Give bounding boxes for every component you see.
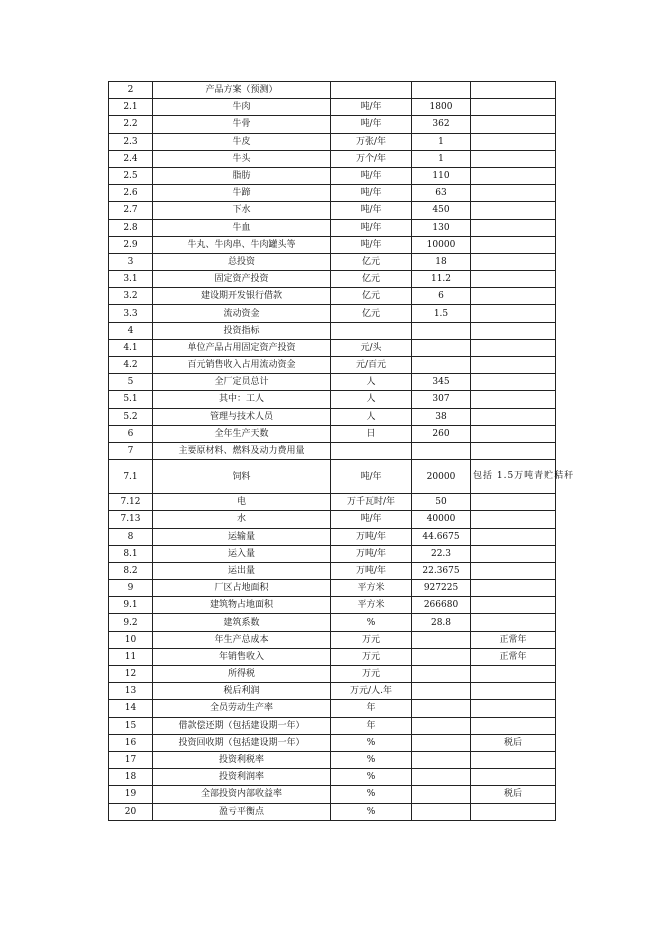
- table-row: [109, 339, 556, 356]
- table-row: [109, 751, 556, 768]
- value-cell: 1800: [412, 99, 471, 116]
- row-number-cell: 2.9: [109, 236, 153, 253]
- note-cell: [471, 803, 556, 820]
- note-cell: [471, 150, 556, 167]
- note-cell: 税后: [471, 734, 556, 751]
- table-row: [109, 374, 556, 391]
- item-name-cell: 流动资金: [153, 305, 331, 322]
- row-number-cell: 14: [109, 700, 153, 717]
- item-name-cell: 牛血: [153, 219, 331, 236]
- item-name-cell: 盈亏平衡点: [153, 803, 331, 820]
- unit-cell: 万元/人.年: [331, 683, 412, 700]
- item-name-cell: 单位产品占用固定资产投资: [153, 339, 331, 356]
- row-number-cell: 5: [109, 374, 153, 391]
- value-cell: [412, 734, 471, 751]
- value-cell: 110: [412, 167, 471, 184]
- note-cell: [471, 116, 556, 133]
- table-row: [109, 271, 556, 288]
- row-number-cell: 5.1: [109, 391, 153, 408]
- table-row: [109, 253, 556, 270]
- value-cell: 362: [412, 116, 471, 133]
- row-number-cell: 4: [109, 322, 153, 339]
- unit-cell: 平方米: [331, 597, 412, 614]
- note-cell: [471, 322, 556, 339]
- row-number-cell: 2.2: [109, 116, 153, 133]
- value-cell: 20000: [412, 460, 471, 494]
- table-row: [109, 305, 556, 322]
- item-name-cell: 牛蹄: [153, 185, 331, 202]
- row-number-cell: 2.5: [109, 167, 153, 184]
- unit-cell: 万元: [331, 631, 412, 648]
- item-name-cell: 下水: [153, 202, 331, 219]
- item-name-cell: 运出量: [153, 562, 331, 579]
- row-number-cell: 2.8: [109, 219, 153, 236]
- item-name-cell: 脂肪: [153, 167, 331, 184]
- note-cell: [471, 408, 556, 425]
- unit-cell: 平方米: [331, 580, 412, 597]
- note-cell: [471, 545, 556, 562]
- value-cell: 1: [412, 133, 471, 150]
- value-cell: 1.5: [412, 305, 471, 322]
- item-name-cell: 建筑物占地面积: [153, 597, 331, 614]
- row-number-cell: 3: [109, 253, 153, 270]
- unit-cell: 吨/年: [331, 236, 412, 253]
- row-number-cell: 8.1: [109, 545, 153, 562]
- note-cell: [471, 494, 556, 511]
- note-cell: [471, 751, 556, 768]
- item-name-cell: 全厂定员总计: [153, 374, 331, 391]
- unit-cell: %: [331, 614, 412, 631]
- table-row: [109, 167, 556, 184]
- table-row: [109, 528, 556, 545]
- note-cell: [471, 133, 556, 150]
- row-number-cell: 7: [109, 442, 153, 459]
- row-number-cell: 9: [109, 580, 153, 597]
- row-number-cell: 17: [109, 751, 153, 768]
- row-number-cell: 4.2: [109, 357, 153, 374]
- unit-cell: %: [331, 751, 412, 768]
- note-cell: [471, 683, 556, 700]
- value-cell: [412, 786, 471, 803]
- note-cell: 税后: [471, 786, 556, 803]
- value-cell: [412, 769, 471, 786]
- unit-cell: 吨/年: [331, 185, 412, 202]
- note-cell: [471, 185, 556, 202]
- table-row: [109, 82, 556, 99]
- item-name-cell: 投资利税率: [153, 751, 331, 768]
- value-cell: 927225: [412, 580, 471, 597]
- item-name-cell: 其中：工人: [153, 391, 331, 408]
- table-row: [109, 511, 556, 528]
- table-row: [109, 442, 556, 459]
- note-cell: 正常年: [471, 648, 556, 665]
- table-row: [109, 219, 556, 236]
- item-name-cell: 投资利润率: [153, 769, 331, 786]
- table-row: [109, 545, 556, 562]
- row-number-cell: 18: [109, 769, 153, 786]
- unit-cell: 吨/年: [331, 99, 412, 116]
- unit-cell: 元/头: [331, 339, 412, 356]
- note-cell: [471, 769, 556, 786]
- row-number-cell: 6: [109, 425, 153, 442]
- value-cell: 11.2: [412, 271, 471, 288]
- indicator-table-body: [109, 82, 575, 821]
- unit-cell: 万吨/年: [331, 562, 412, 579]
- unit-cell: 吨/年: [331, 116, 412, 133]
- row-number-cell: 12: [109, 666, 153, 683]
- note-cell: [471, 511, 556, 528]
- table-row: [109, 202, 556, 219]
- unit-cell: %: [331, 769, 412, 786]
- note-cell: [471, 580, 556, 597]
- row-number-cell: 3.1: [109, 271, 153, 288]
- note-cell: [471, 562, 556, 579]
- row-number-cell: 8.2: [109, 562, 153, 579]
- note-cell: [471, 167, 556, 184]
- unit-cell: %: [331, 786, 412, 803]
- item-name-cell: 产品方案（预测）: [153, 82, 331, 99]
- table-row: [109, 683, 556, 700]
- table-row: [109, 717, 556, 734]
- item-name-cell: 建设期开发银行借款: [153, 288, 331, 305]
- table-row: [109, 666, 556, 683]
- unit-cell: 人: [331, 374, 412, 391]
- item-name-cell: 运输量: [153, 528, 331, 545]
- value-cell: 345: [412, 374, 471, 391]
- note-cell: 正常年: [471, 631, 556, 648]
- row-number-cell: 2.7: [109, 202, 153, 219]
- note-cell: [471, 614, 556, 631]
- table-row: [109, 786, 556, 803]
- value-cell: [412, 357, 471, 374]
- row-number-cell: 9.2: [109, 614, 153, 631]
- value-cell: 63: [412, 185, 471, 202]
- table-row: [109, 236, 556, 253]
- value-cell: [412, 648, 471, 665]
- unit-cell: [331, 322, 412, 339]
- table-row: [109, 357, 556, 374]
- note-cell: [471, 357, 556, 374]
- row-number-cell: 2: [109, 82, 153, 99]
- table-row: [109, 734, 556, 751]
- table-row: [109, 562, 556, 579]
- row-number-cell: 13: [109, 683, 153, 700]
- value-cell: 22.3675: [412, 562, 471, 579]
- row-number-cell: 5.2: [109, 408, 153, 425]
- table-row: [109, 116, 556, 133]
- item-name-cell: 固定资产投资: [153, 271, 331, 288]
- value-cell: [412, 751, 471, 768]
- row-number-cell: 15: [109, 717, 153, 734]
- unit-cell: 吨/年: [331, 167, 412, 184]
- table-row: [109, 288, 556, 305]
- item-name-cell: 总投资: [153, 253, 331, 270]
- value-cell: 28.8: [412, 614, 471, 631]
- value-cell: 1: [412, 150, 471, 167]
- item-name-cell: 借款偿还期（包括建设期一年）: [153, 717, 331, 734]
- table-row: [109, 185, 556, 202]
- item-name-cell: 运入量: [153, 545, 331, 562]
- table-row: [109, 631, 556, 648]
- unit-cell: %: [331, 734, 412, 751]
- note-cell: [471, 271, 556, 288]
- unit-cell: 万元: [331, 666, 412, 683]
- row-number-cell: 9.1: [109, 597, 153, 614]
- value-cell: 130: [412, 219, 471, 236]
- unit-cell: [331, 442, 412, 459]
- table-row: [109, 597, 556, 614]
- table-row: [109, 133, 556, 150]
- note-cell: [471, 528, 556, 545]
- item-name-cell: 厂区占地面积: [153, 580, 331, 597]
- value-cell: [412, 683, 471, 700]
- table-row: [109, 614, 556, 631]
- value-cell: [412, 339, 471, 356]
- table-row: [109, 648, 556, 665]
- row-number-cell: 4.1: [109, 339, 153, 356]
- unit-cell: 吨/年: [331, 511, 412, 528]
- row-number-cell: 2.3: [109, 133, 153, 150]
- note-cell: [471, 597, 556, 614]
- row-number-cell: 8: [109, 528, 153, 545]
- row-number-cell: 2.4: [109, 150, 153, 167]
- note-cell: [471, 99, 556, 116]
- table-row: [109, 700, 556, 717]
- table-row: [109, 580, 556, 597]
- row-number-cell: 7.1: [109, 460, 153, 494]
- value-cell: [412, 700, 471, 717]
- row-number-cell: 11: [109, 648, 153, 665]
- row-number-cell: 7.13: [109, 511, 153, 528]
- unit-cell: 万个/年: [331, 150, 412, 167]
- item-name-cell: 管理与技术人员: [153, 408, 331, 425]
- value-cell: 50: [412, 494, 471, 511]
- item-name-cell: 牛头: [153, 150, 331, 167]
- unit-cell: 吨/年: [331, 219, 412, 236]
- unit-cell: 亿元: [331, 253, 412, 270]
- table-row: [109, 150, 556, 167]
- note-cell: [471, 82, 556, 99]
- note-cell: [471, 236, 556, 253]
- unit-cell: 年: [331, 717, 412, 734]
- table-row: [109, 494, 556, 511]
- unit-cell: 万吨/年: [331, 528, 412, 545]
- note-cell: [471, 288, 556, 305]
- value-cell: 40000: [412, 511, 471, 528]
- unit-cell: 亿元: [331, 305, 412, 322]
- value-cell: [412, 322, 471, 339]
- item-name-cell: 牛皮: [153, 133, 331, 150]
- item-name-cell: 年销售收入: [153, 648, 331, 665]
- row-number-cell: 10: [109, 631, 153, 648]
- item-name-cell: 税后利润: [153, 683, 331, 700]
- unit-cell: 元/百元: [331, 357, 412, 374]
- item-name-cell: 水: [153, 511, 331, 528]
- table-row: [109, 769, 556, 786]
- value-cell: [412, 631, 471, 648]
- note-cell: [471, 202, 556, 219]
- row-number-cell: 20: [109, 803, 153, 820]
- value-cell: 6: [412, 288, 471, 305]
- unit-cell: 年: [331, 700, 412, 717]
- item-name-cell: 牛肉: [153, 99, 331, 116]
- item-name-cell: 年生产总成本: [153, 631, 331, 648]
- unit-cell: %: [331, 803, 412, 820]
- note-cell: [471, 717, 556, 734]
- table-row: [109, 391, 556, 408]
- unit-cell: 人: [331, 408, 412, 425]
- row-number-cell: 16: [109, 734, 153, 751]
- value-cell: [412, 82, 471, 99]
- unit-cell: 万元: [331, 648, 412, 665]
- note-cell: [471, 305, 556, 322]
- item-name-cell: 主要原材料、燃料及动力费用量: [153, 442, 331, 459]
- value-cell: 266680: [412, 597, 471, 614]
- value-cell: 450: [412, 202, 471, 219]
- note-cell: 包括 1.5万吨青贮秸秆: [471, 460, 556, 494]
- unit-cell: 吨/年: [331, 202, 412, 219]
- note-cell: [471, 374, 556, 391]
- value-cell: 260: [412, 425, 471, 442]
- table-row: [109, 803, 556, 820]
- item-name-cell: 建筑系数: [153, 614, 331, 631]
- item-name-cell: 牛骨: [153, 116, 331, 133]
- item-name-cell: 投资回收期（包括建设期一年）: [153, 734, 331, 751]
- unit-cell: 万张/年: [331, 133, 412, 150]
- unit-cell: [331, 82, 412, 99]
- item-name-cell: 投资指标: [153, 322, 331, 339]
- row-number-cell: 3.2: [109, 288, 153, 305]
- unit-cell: 人: [331, 391, 412, 408]
- note-cell: [471, 425, 556, 442]
- note-cell: [471, 339, 556, 356]
- value-cell: 10000: [412, 236, 471, 253]
- note-cell: [471, 700, 556, 717]
- item-name-cell: 电: [153, 494, 331, 511]
- row-number-cell: 3.3: [109, 305, 153, 322]
- unit-cell: 吨/年: [331, 460, 412, 494]
- note-cell: [471, 442, 556, 459]
- note-cell: [471, 666, 556, 683]
- item-name-cell: 所得税: [153, 666, 331, 683]
- table-row: [109, 322, 556, 339]
- item-name-cell: 全年生产天数: [153, 425, 331, 442]
- unit-cell: 万千瓦时/年: [331, 494, 412, 511]
- value-cell: 38: [412, 408, 471, 425]
- unit-cell: 亿元: [331, 271, 412, 288]
- value-cell: 18: [412, 253, 471, 270]
- note-cell: [471, 219, 556, 236]
- value-cell: 44.6675: [412, 528, 471, 545]
- unit-cell: 亿元: [331, 288, 412, 305]
- item-name-cell: 牛丸、牛肉串、牛肉罐头等: [153, 236, 331, 253]
- indicator-table: [108, 81, 575, 821]
- note-cell: [471, 253, 556, 270]
- value-cell: [412, 717, 471, 734]
- table-row: [109, 460, 556, 494]
- note-cell: [471, 391, 556, 408]
- unit-cell: 万吨/年: [331, 545, 412, 562]
- row-number-cell: 19: [109, 786, 153, 803]
- row-number-cell: 2.1: [109, 99, 153, 116]
- item-name-cell: 饲料: [153, 460, 331, 494]
- value-cell: [412, 666, 471, 683]
- value-cell: [412, 803, 471, 820]
- table-row: [109, 425, 556, 442]
- item-name-cell: 全部投资内部收益率: [153, 786, 331, 803]
- row-number-cell: 2.6: [109, 185, 153, 202]
- unit-cell: 日: [331, 425, 412, 442]
- item-name-cell: 百元销售收入占用流动资金: [153, 357, 331, 374]
- value-cell: 22.3: [412, 545, 471, 562]
- value-cell: [412, 442, 471, 459]
- table-row: [109, 408, 556, 425]
- value-cell: 307: [412, 391, 471, 408]
- row-number-cell: 7.12: [109, 494, 153, 511]
- item-name-cell: 全员劳动生产率: [153, 700, 331, 717]
- table-row: [109, 99, 556, 116]
